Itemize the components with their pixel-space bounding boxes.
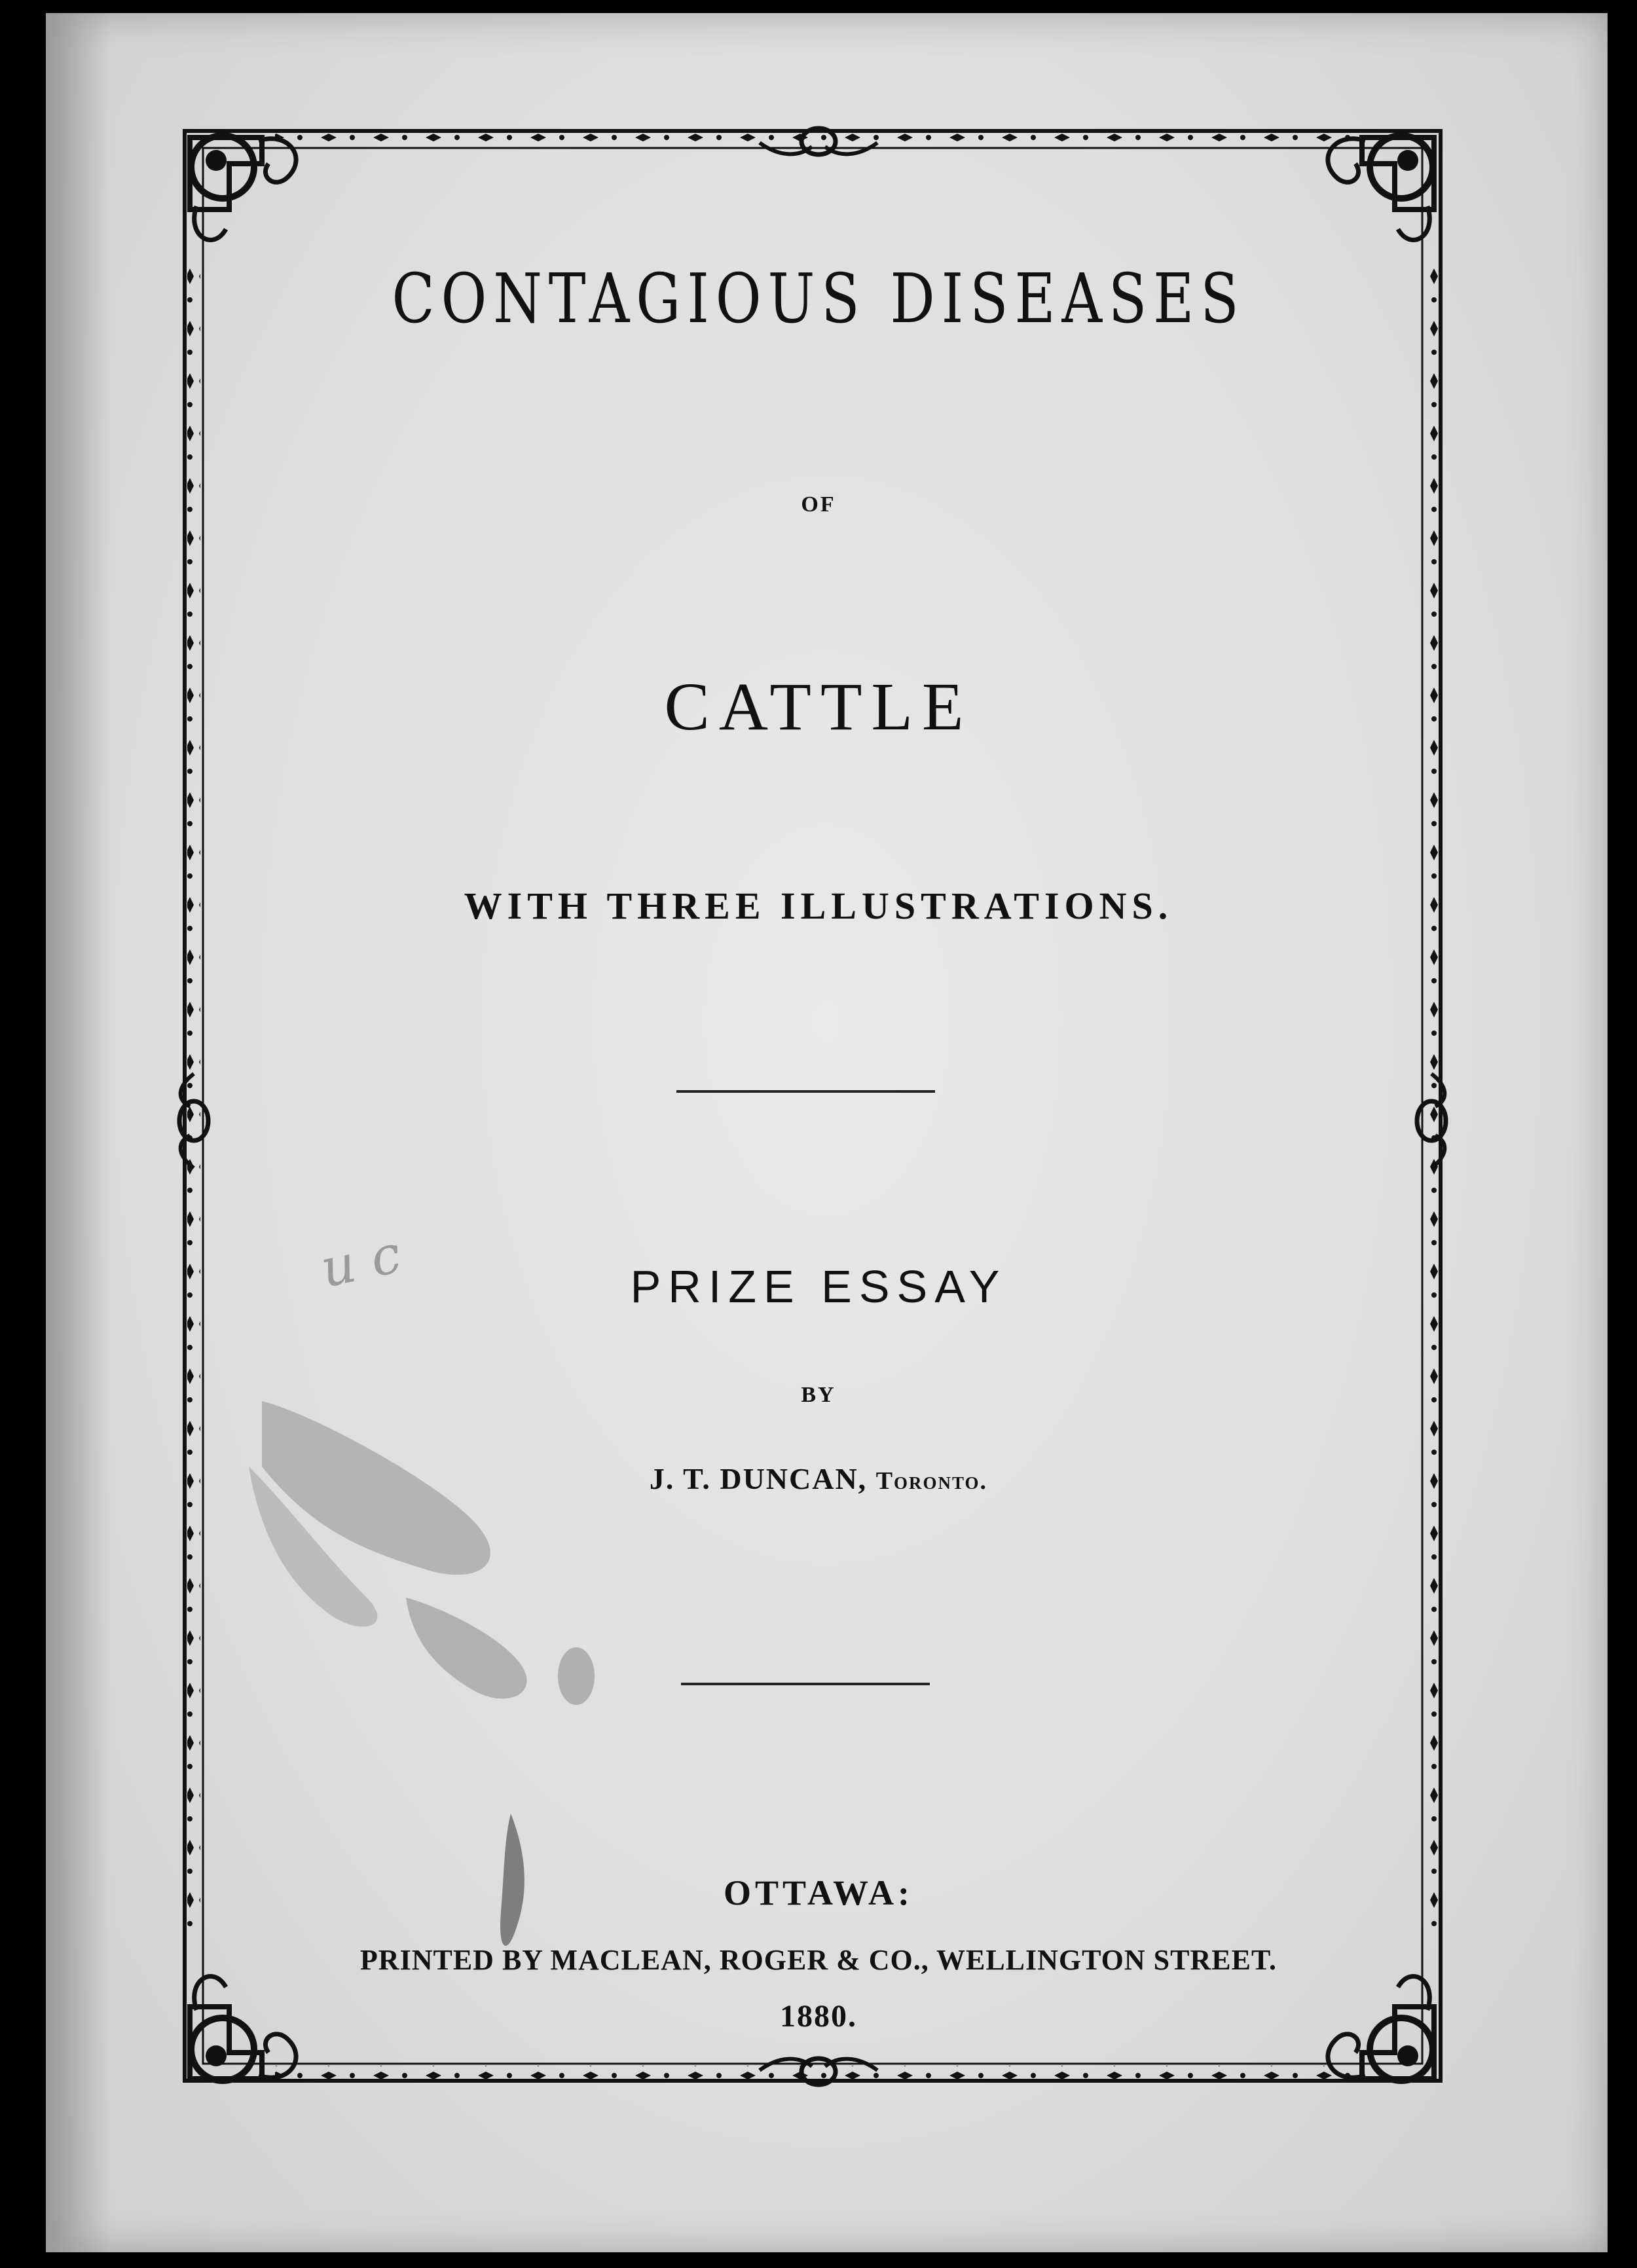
- author-name: J. T. DUNCAN,: [649, 1462, 868, 1495]
- title-cattle: CATTLE: [664, 669, 973, 744]
- subtitle-illustrations: WITH THREE ILLUSTRATIONS.: [464, 885, 1173, 927]
- title-of: OF: [801, 492, 836, 517]
- imprint-printer: PRINTED BY MACLEAN, ROGER & CO., WELLINGTON STREET.: [359, 1944, 1278, 1976]
- essay-type: PRIZE ESSAY: [630, 1261, 1007, 1312]
- corner-ornament-tl: [190, 136, 296, 240]
- divider-rule-lower: [681, 1683, 930, 1685]
- imprint-city: OTTAWA:: [723, 1873, 914, 1912]
- corner-ornament-tr: [1328, 136, 1434, 240]
- divider-rule-upper: [676, 1090, 935, 1093]
- title-contagious-diseases: CONTAGIOUS DISEASES: [392, 259, 1245, 338]
- imprint-year: 1880.: [780, 1999, 857, 2034]
- handwritten-pencil-mark: u c: [315, 1223, 407, 1300]
- author-place: Toronto.: [875, 1467, 988, 1495]
- author-line: [0, 1461, 1637, 1496]
- byline-by: BY: [801, 1383, 836, 1407]
